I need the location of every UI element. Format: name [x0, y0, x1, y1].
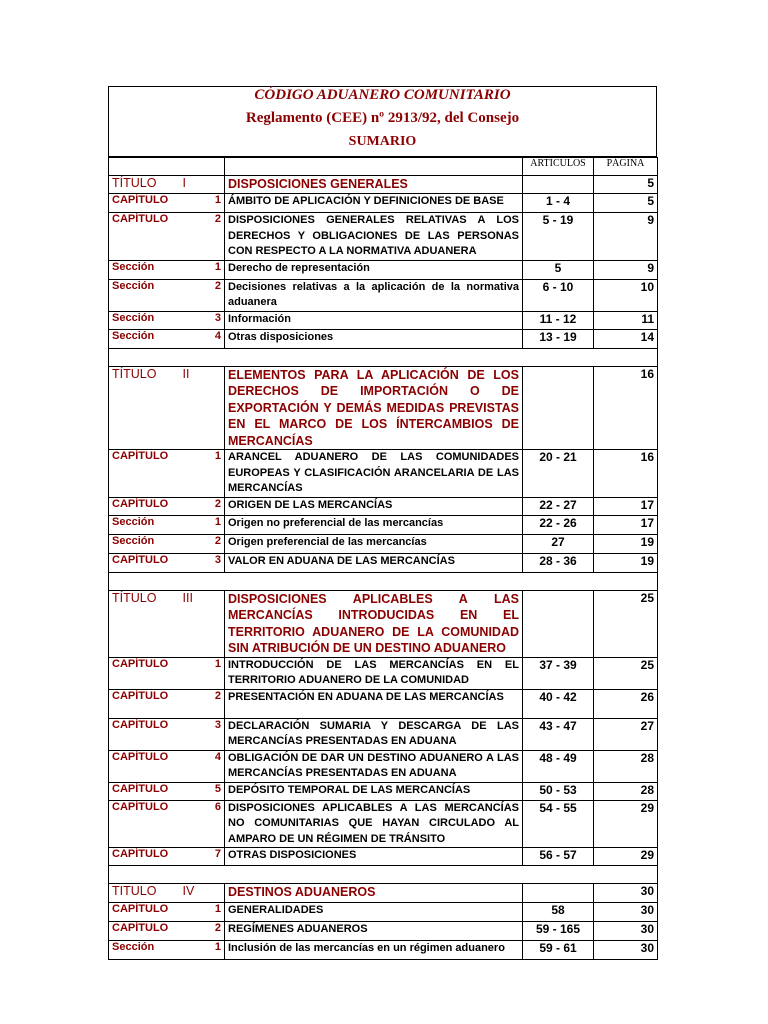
row-number: 3 — [180, 311, 225, 329]
row-articles: 48 - 49 — [523, 750, 594, 782]
row-number: 1 — [180, 450, 225, 498]
row-page: 5 — [594, 194, 658, 213]
row-articles — [523, 176, 594, 194]
row-number: 4 — [180, 750, 225, 782]
row-page: 16 — [594, 366, 658, 450]
spacer-row — [109, 866, 658, 884]
row-description: ARANCEL ADUANERO DE LAS COMUNIDADES EUROPEAS Y CLASIFICACIÓN ARANCELARIA DE LAS MERCANCÍAS — [225, 450, 523, 498]
row-page: 17 — [594, 515, 658, 534]
row-kind: Sección — [109, 260, 180, 279]
row-page: 28 — [594, 750, 658, 782]
row-description: DISPOSICIONES APLICABLES A LAS MERCANCÍAS INTRODUCIDAS EN EL TERRITORIO ADUANERO DE LA COMUNIDAD SIN ATRIBUCIÓN DE UN DESTINO ADUANERO — [225, 590, 523, 657]
row-articles: 20 - 21 — [523, 450, 594, 498]
row-number: III — [180, 590, 225, 657]
row-page: 11 — [594, 311, 658, 329]
row-page: 26 — [594, 689, 658, 718]
entry-row — [109, 515, 658, 534]
row-page: 25 — [594, 657, 658, 689]
row-number: 2 — [180, 689, 225, 718]
row-description: Origen no preferencial de las mercancías — [225, 515, 523, 534]
articles-column-header: ARTÍCULOS — [523, 158, 594, 176]
entry-row — [109, 279, 658, 311]
row-articles — [523, 366, 594, 450]
row-articles: 37 - 39 — [523, 657, 594, 689]
row-page: 19 — [594, 534, 658, 553]
entry-row — [109, 194, 658, 213]
entry-row — [109, 941, 658, 960]
row-number: 1 — [180, 657, 225, 689]
row-page: 25 — [594, 590, 658, 657]
column-header-row — [109, 158, 658, 176]
row-kind: CAPÍTULO — [109, 848, 180, 866]
row-articles: 22 - 27 — [523, 497, 594, 515]
row-description: Decisiones relativas a la aplicación de la normativa aduanera — [225, 279, 523, 311]
row-articles: 50 - 53 — [523, 782, 594, 800]
row-number: 3 — [180, 553, 225, 572]
entry-row — [109, 903, 658, 922]
row-kind: CAPÍTULO — [109, 497, 180, 515]
row-page: 9 — [594, 260, 658, 279]
entry-row — [109, 450, 658, 498]
row-articles: 5 - 19 — [523, 213, 594, 261]
row-kind: TÍTULO — [109, 590, 180, 657]
row-kind: CAPÍTULO — [109, 553, 180, 572]
row-page: 29 — [594, 848, 658, 866]
row-description: ÁMBITO DE APLICACIÓN Y DEFINICIONES DE BASE — [225, 194, 523, 213]
row-number: 3 — [180, 718, 225, 750]
row-page: 10 — [594, 279, 658, 311]
row-kind: CAPÍTULO — [109, 689, 180, 718]
row-kind: CAPÍTULO — [109, 750, 180, 782]
row-kind: CAPÍTULO — [109, 213, 180, 261]
row-articles: 54 - 55 — [523, 800, 594, 848]
row-page: 30 — [594, 941, 658, 960]
row-number: II — [180, 366, 225, 450]
row-articles: 13 - 19 — [523, 329, 594, 348]
row-articles: 27 — [523, 534, 594, 553]
row-description: INTRODUCCIÓN DE LAS MERCANCÍAS EN EL TERRITORIO ADUANERO DE LA COMUNIDAD — [225, 657, 523, 689]
row-number: 4 — [180, 329, 225, 348]
row-articles: 11 - 12 — [523, 311, 594, 329]
row-page: 28 — [594, 782, 658, 800]
entry-row — [109, 689, 658, 718]
row-kind: CAPÍTULO — [109, 718, 180, 750]
summary-title: SUMARIO — [348, 134, 417, 149]
row-kind: Sección — [109, 515, 180, 534]
row-kind: CAPÍTULO — [109, 657, 180, 689]
row-kind: TÍTULO — [109, 176, 180, 194]
row-number: 1 — [180, 941, 225, 960]
row-page: 30 — [594, 903, 658, 922]
row-page: 9 — [594, 213, 658, 261]
page-column-header: PÁGINA — [594, 158, 658, 176]
row-description: DISPOSICIONES GENERALES RELATIVAS A LOS DERECHOS Y OBLIGACIONES DE LAS PERSONAS CON RESPECTO A LA NORMATIVA ADUANERA — [225, 213, 523, 261]
entry-row — [109, 534, 658, 553]
row-kind: CAPÍTULO — [109, 194, 180, 213]
row-articles — [523, 590, 594, 657]
entry-row — [109, 657, 658, 689]
entry-row — [109, 213, 658, 261]
titulo-row — [109, 884, 658, 903]
entry-row — [109, 848, 658, 866]
row-page: 5 — [594, 176, 658, 194]
row-kind: Sección — [109, 534, 180, 553]
row-number: 1 — [180, 515, 225, 534]
row-articles: 40 - 42 — [523, 689, 594, 718]
row-description: DEPÓSITO TEMPORAL DE LAS MERCANCÍAS — [225, 782, 523, 800]
row-kind: CAPÍTULO — [109, 450, 180, 498]
entry-row — [109, 329, 658, 348]
row-articles: 22 - 26 — [523, 515, 594, 534]
entry-row — [109, 311, 658, 329]
row-articles: 58 — [523, 903, 594, 922]
row-kind: Sección — [109, 279, 180, 311]
row-page: 29 — [594, 800, 658, 848]
row-page: 19 — [594, 553, 658, 572]
row-description: GENERALIDADES — [225, 903, 523, 922]
row-page: 30 — [594, 884, 658, 903]
row-articles: 59 - 61 — [523, 941, 594, 960]
titulo-row — [109, 590, 658, 657]
row-description: Origen preferencial de las mercancías — [225, 534, 523, 553]
row-number: IV — [180, 884, 225, 903]
entry-row — [109, 497, 658, 515]
entry-row — [109, 750, 658, 782]
row-number: 1 — [180, 260, 225, 279]
row-kind: CAPÍTULO — [109, 903, 180, 922]
row-articles: 59 - 165 — [523, 922, 594, 941]
row-description: OBLIGACIÓN DE DAR UN DESTINO ADUANERO A LAS MERCANCÍAS PRESENTADAS EN ADUANA — [225, 750, 523, 782]
row-description: OTRAS DISPOSICIONES — [225, 848, 523, 866]
row-description: ELEMENTOS PARA LA APLICACIÓN DE LOS DERECHOS DE IMPORTACIÓN O DE EXPORTACIÓN Y DEMÁS MEDIDAS PREVISTAS EN EL MARCO DE LOS ÍNTERCAMBIOS DE MERCANCÍAS — [225, 366, 523, 450]
row-articles: 43 - 47 — [523, 718, 594, 750]
summary-table — [108, 157, 658, 960]
entry-row — [109, 260, 658, 279]
row-description: DISPOSICIONES GENERALES — [225, 176, 523, 194]
row-articles — [523, 884, 594, 903]
regulation-title: Reglamento (CEE) nº 2913/92, del Consejo — [245, 110, 520, 126]
document-header — [108, 86, 657, 157]
row-description: DISPOSICIONES APLICABLES A LAS MERCANCÍAS NO COMUNITARIAS QUE HAYAN CIRCULADO AL AMPARO DE UN RÉGIMEN DE TRÁNSITO — [225, 800, 523, 848]
row-number: 2 — [180, 279, 225, 311]
entry-row — [109, 800, 658, 848]
row-page: 16 — [594, 450, 658, 498]
row-number: 1 — [180, 194, 225, 213]
row-description: Otras disposiciones — [225, 329, 523, 348]
row-kind: TÍTULO — [109, 366, 180, 450]
spacer-row — [109, 572, 658, 590]
row-number: 7 — [180, 848, 225, 866]
spacer-row — [109, 348, 658, 366]
row-kind: CAPÍTULO — [109, 782, 180, 800]
row-kind: Sección — [109, 329, 180, 348]
row-kind: TITULO — [109, 884, 180, 903]
row-description: REGÍMENES ADUANEROS — [225, 922, 523, 941]
row-articles: 5 — [523, 260, 594, 279]
code-title: CÓDIGO ADUANERO COMUNITARIO — [254, 87, 511, 103]
row-number: I — [180, 176, 225, 194]
row-articles: 56 - 57 — [523, 848, 594, 866]
row-articles: 28 - 36 — [523, 553, 594, 572]
row-page: 14 — [594, 329, 658, 348]
row-description: PRESENTACIÓN EN ADUANA DE LAS MERCANCÍAS — [225, 689, 523, 718]
row-description: ORIGEN DE LAS MERCANCÍAS — [225, 497, 523, 515]
entry-row — [109, 922, 658, 941]
row-description: Derecho de representación — [225, 260, 523, 279]
row-kind: CAPÍTULO — [109, 922, 180, 941]
row-description: Información — [225, 311, 523, 329]
row-articles: 1 - 4 — [523, 194, 594, 213]
entry-row — [109, 782, 658, 800]
row-description: Inclusión de las mercancías en un régimen aduanero — [225, 941, 523, 960]
titulo-row — [109, 366, 658, 450]
row-number: 2 — [180, 534, 225, 553]
row-page: 17 — [594, 497, 658, 515]
row-number: 2 — [180, 922, 225, 941]
row-page: 30 — [594, 922, 658, 941]
row-page: 27 — [594, 718, 658, 750]
entry-row — [109, 553, 658, 572]
row-kind: Sección — [109, 941, 180, 960]
row-description: DESTINOS ADUANEROS — [225, 884, 523, 903]
row-articles: 6 - 10 — [523, 279, 594, 311]
titulo-row — [109, 176, 658, 194]
row-description: VALOR EN ADUANA DE LAS MERCANCÍAS — [225, 553, 523, 572]
row-number: 5 — [180, 782, 225, 800]
row-number: 2 — [180, 497, 225, 515]
entry-row — [109, 718, 658, 750]
row-number: 1 — [180, 903, 225, 922]
row-kind: Sección — [109, 311, 180, 329]
row-number: 6 — [180, 800, 225, 848]
row-kind: CAPÍTULO — [109, 800, 180, 848]
row-number: 2 — [180, 213, 225, 261]
row-description: DECLARACIÓN SUMARIA Y DESCARGA DE LAS MERCANCÍAS PRESENTADAS EN ADUANA — [225, 718, 523, 750]
